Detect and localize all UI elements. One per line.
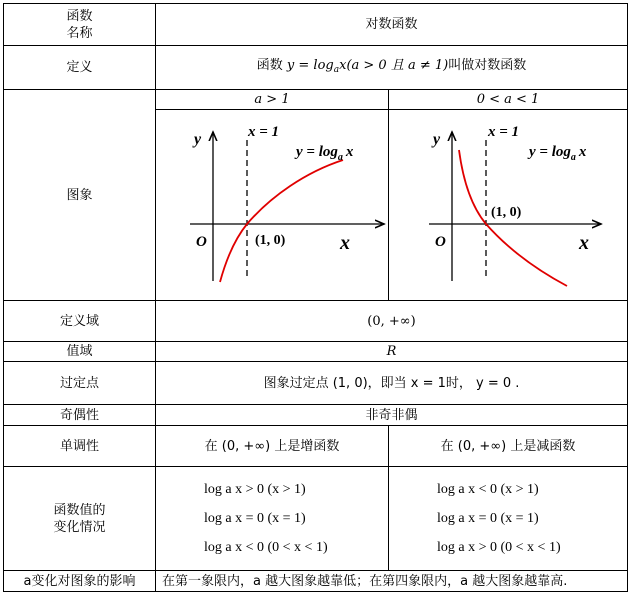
row-name-header: [4, 4, 156, 46]
log-curve-increasing: [220, 160, 343, 282]
x-eq-1-label: x = 1: [248, 124, 280, 140]
monotonicity-case1: 在 (0, +∞) 上是增函数: [156, 426, 389, 467]
header-line2: 名称: [66, 25, 93, 41]
log-function-table: [3, 3, 628, 592]
definition-value: [156, 46, 628, 90]
range-label: 值域: [4, 342, 156, 362]
values-case2-line: log a x > 0 (0 < x < 1): [437, 540, 561, 555]
title-cell: 对数函数: [156, 4, 628, 46]
case2-header: 0 < a < 1: [389, 90, 628, 110]
definition-label: 定义: [4, 46, 156, 90]
graph-label: 图象: [4, 90, 156, 301]
effect-value: 在第一象限内，a 越大图象越靠低；在第四象限内，a 越大图象越靠高.: [156, 571, 628, 592]
monotonicity-label: 单调性: [4, 426, 156, 467]
origin-label: O: [435, 234, 446, 250]
definition-base: a: [333, 64, 340, 75]
effect-label: a变化对图象的影响: [4, 571, 156, 592]
values-case1-line: log a x < 0 (0 < x < 1): [204, 540, 328, 555]
origin-label: O: [196, 234, 207, 250]
func-label: $y = \log_a x$: [296, 144, 354, 163]
graph-increasing-cell: [156, 110, 389, 301]
domain-label: 定义域: [4, 301, 156, 342]
point-label: (1, 0): [491, 205, 522, 220]
header-line1: 函数: [66, 8, 93, 24]
definition-formula-tail: x(a > 0 且 a ≠ 1): [339, 57, 449, 73]
parity-value: 非奇非偶: [156, 405, 628, 426]
domain-value: (0, +∞): [156, 301, 628, 342]
values-label-line1: 函数值的: [53, 502, 106, 518]
point-label-cell: 过定点: [4, 362, 156, 405]
values-label: [4, 467, 156, 571]
definition-suffix: 叫做对数函数: [448, 57, 527, 73]
y-axis-label: y: [194, 131, 202, 148]
case1-header: a > 1: [156, 90, 389, 110]
monotonicity-case2: 在 (0, +∞) 上是减函数: [389, 426, 628, 467]
point-label: (1, 0): [255, 233, 286, 248]
range-value: R: [156, 342, 628, 362]
definition-formula: y = log: [286, 57, 334, 73]
func-label: $y = \log_a x$: [529, 144, 587, 163]
graph-increasing: [156, 110, 389, 300]
graph-decreasing: [389, 110, 628, 300]
x-axis-label: x: [579, 232, 589, 254]
values-case1-line: log a x > 0 (x > 1): [204, 482, 306, 497]
values-case2: [389, 467, 628, 571]
values-case2-line: log a x = 0 (x = 1): [437, 511, 539, 526]
values-case2-line: log a x < 0 (x > 1): [437, 482, 539, 497]
graph-decreasing-cell: [389, 110, 628, 301]
y-axis-label: y: [433, 131, 441, 148]
parity-label: 奇偶性: [4, 405, 156, 426]
x-axis-label: x: [340, 232, 350, 254]
values-label-line2: 变化情况: [53, 519, 106, 535]
x-eq-1-label: x = 1: [488, 124, 520, 140]
definition-prefix: 函数: [256, 57, 287, 73]
values-case1: [156, 467, 389, 571]
point-value: 图象过定点 (1, 0)，即当 x = 1时， y = 0 .: [156, 362, 628, 405]
values-case1-line: log a x = 0 (x = 1): [204, 511, 306, 526]
